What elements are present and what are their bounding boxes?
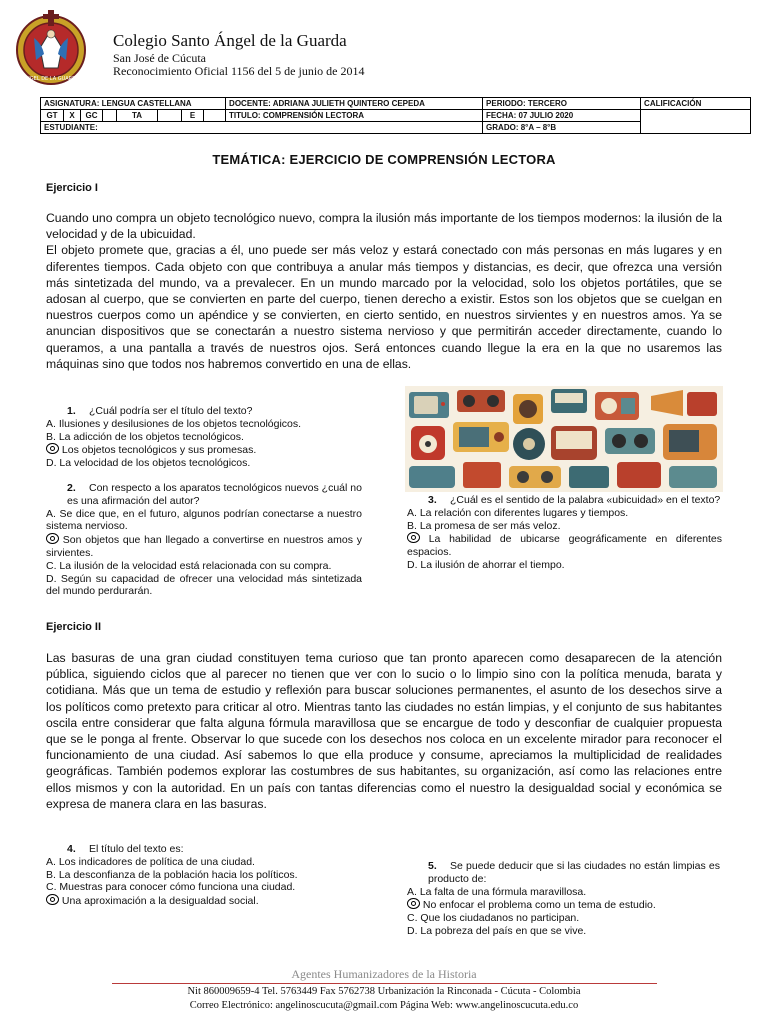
circled-answer-mark [46,894,59,905]
option-text: Los objetos tecnológicos y sus promesas. [61,444,257,457]
periodo-cell: PERIODO: TERCERO [483,98,641,110]
option-d: D. Según su capacidad de ofrecer una velocidad más sintetizada del mundo perdurarán. [46,572,362,598]
paragraph: El objeto promete que, gracias a él, uno puede ser más veloz y estará conectado con más personas en más lugares y en diferentes tiempos. Cada objeto con que contribuya a anular más tiempos y distancias, es decir, que ofrezca una versión más sintetizada del mundo, va a prevalecer. En un mundo marcado por la velocidad, solo los objetos portátiles, que se adosan al cuerpo, que se convierten en parte del cuerpo, tienen derecho a existir. Estos son los objetos que se cuelgan en nuestros cuerpos como un apéndice y se convierten, en cierto sentido, en nuestros sirvientes y en nuestros amos. Ya se anuncian dispositivos que se conectarán a nuestro sistema nervioso y que permitirán acceder directamente, cuando lo queramos, a una pantalla a través de nuestros ojos. Será entonces cuando llegue la era en la que no usaremos las máquinas sino que todos nos habremos convertido en una de ellas. [46,243,722,371]
grado-cell: GRADO: 8°A – 8°B [483,122,641,134]
blank-cell [158,110,182,122]
section-heading-2: Ejercicio II [46,621,102,633]
option-c: C. La ilusión de la velocidad está relacionada con su compra. [46,559,332,572]
circled-answer-mark [46,443,59,454]
ta-cell: TA [117,110,158,122]
asignatura-cell: ASIGNATURA: LENGUA CASTELLANA [41,98,226,110]
question-text: ¿Cuál es el sentido de la palabra «ubicuidad» en el texto? [450,494,721,506]
option-d: D. La pobreza del país en que se vive. [407,924,587,937]
page-title: TEMÁTICA: EJERCICIO DE COMPRENSIÓN LECTORA [212,152,556,167]
option-c-selected [46,443,356,457]
question-text: Se puede deducir que si las ciudades no están limpias es producto de: [428,860,720,885]
question-text: ¿Cuál podría ser el título del texto? [89,405,253,417]
question-1 [46,405,356,470]
question-5 [407,860,720,938]
option-a: A. Los indicadores de política de una ciudad. [46,855,255,868]
option-text: No enfocar el problema como un tema de estudio. [422,899,656,912]
option-text: La habilidad de ubicarse geográficamente en diferentes espacios. [407,533,722,559]
circled-answer-mark [407,898,420,909]
option-d-selected [46,894,366,908]
option-d: D. La ilusión de ahorrar el tiempo. [407,558,565,571]
calificacion-cell: CALIFICACIÓN [641,98,751,110]
seal-text: ÁNGEL DE LA GUARDA [22,76,80,82]
paragraph: Cuando uno compra un objeto tecnológico nuevo, compra la ilusión más importante de los tiempos modernos: la ilusión de la velocidad y de la ubicuidad. [46,211,722,242]
gc-cell: GC [81,110,103,122]
option-d: D. La velocidad de los objetos tecnológicos. [46,457,251,470]
titulo-cell: TITULO: COMPRENSIÓN LECTORA [226,110,483,122]
e-cell: E [182,110,204,122]
option-c: C. Muestras para conocer cómo funciona una ciudad. [46,881,296,894]
estudiante-cell: ESTUDIANTE: [41,122,483,134]
option-a: A. La relación con diferentes lugares y tiempos. [407,506,629,519]
option-text: Una aproximación a la desigualdad social. [61,895,259,908]
reading-text-2: Las basuras de una gran ciudad constituyen tema curioso que tan pronto aparecen como desaparecen de la atención pública, siguiendo ciclos que al parecer no tienen que ver con lo sucio o lo limpio sino con la política menuda, barata y cotidiana. Más que un tema de estudio y reflexión para buscar soluciones permanentes, el asunto de los desechos sirve a los políticos como pretexto para criticar al otro. Mientras tanto las ciudades no están limpias, y el conjunto de sus habitantes oscila entre considerar que falta alguna fórmula maravillosa que se encargue de todo y desconfiar de cualquier propuesta que se le ponga al frente. Observar lo que sucede con los desechos nos coloca en un excelente mirador para reconocer el funcionamiento de una ciudad. Así sabemos lo que ella produce y consume, apreciamos la multiplicidad de realidades geográficas. También podemos explorar las costumbres de sus habitantes, su organización, así como las relaciones entre ellos mismos y con la autoridad. En un país con tantas diferencias como el nuestro la desigualdad social y económica se expresa de manera clara en las basuras. [46,651,722,811]
footer-divider [112,983,657,984]
docente-cell: DOCENTE: ADRIANA JULIETH QUINTERO CEPEDA [226,98,483,110]
footer-motto: Agentes Humanizadores de la Historia [291,967,477,981]
question-3 [407,494,722,572]
option-a: A. Ilusiones y desilusiones de los objetos tecnológicos. [46,417,302,430]
footer-contact-line: Nit 860009659-4 Tel. 5763449 Fax 5762738 Urbanización la Rinconada - Cúcuta - Colombia [187,986,581,997]
school-seal-logo [12,8,90,86]
question-number: 4. [67,843,76,855]
school-name: Colegio Santo Ángel de la Guarda [113,31,347,50]
reading-text-1 [46,210,722,372]
footer-email-line: Correo Electrónico: angelinoscucuta@gmail.com Página Web: www.angelinoscucuta.edu.co [189,1000,579,1011]
info-table [40,97,751,134]
question-number: 3. [428,494,437,506]
school-city: San José de Cúcuta [113,51,206,65]
option-b-selected [407,898,720,912]
circled-answer-mark [407,532,420,543]
option-text: Son objetos que han llegado a convertirse en nuestros amos y sirvientes. [46,534,363,559]
fecha-cell: FECHA: 07 JULIO 2020 [483,110,641,122]
blank-cell [103,110,117,122]
option-a: A. Se dice que, en el futuro, algunos podrían conectarse a nuestro sistema nervioso. [46,507,362,533]
x-cell: X [64,110,81,122]
question-2 [46,482,362,598]
question-number: 1. [67,405,76,417]
retro-technology-illustration [405,386,723,492]
question-text: Con respecto a los aparatos tecnológicos nuevos ¿cuál no es una afirmación del autor? [67,482,362,507]
school-recognition: Reconocimiento Oficial 1156 del 5 de junio de 2014 [113,64,365,78]
question-text: El título del texto es: [89,843,184,855]
option-b: B. La adicción de los objetos tecnológicos. [46,430,244,443]
circled-answer-mark [46,533,59,544]
blank-cell [204,110,226,122]
option-c: C. Que los ciudadanos no participan. [407,912,580,925]
question-number: 2. [67,482,76,494]
question-number: 5. [428,860,437,872]
grade-box [641,110,751,134]
question-4 [46,843,366,908]
option-b-selected [46,533,362,560]
option-b: B. La promesa de ser más veloz. [407,519,561,532]
option-b: B. La desconfianza de la población hacia los políticos. [46,868,298,881]
gt-cell: GT [41,110,64,122]
option-a: A. La falta de una fórmula maravillosa. [407,885,587,898]
option-c-selected [407,532,722,559]
section-heading-1: Ejercicio I [46,182,98,194]
